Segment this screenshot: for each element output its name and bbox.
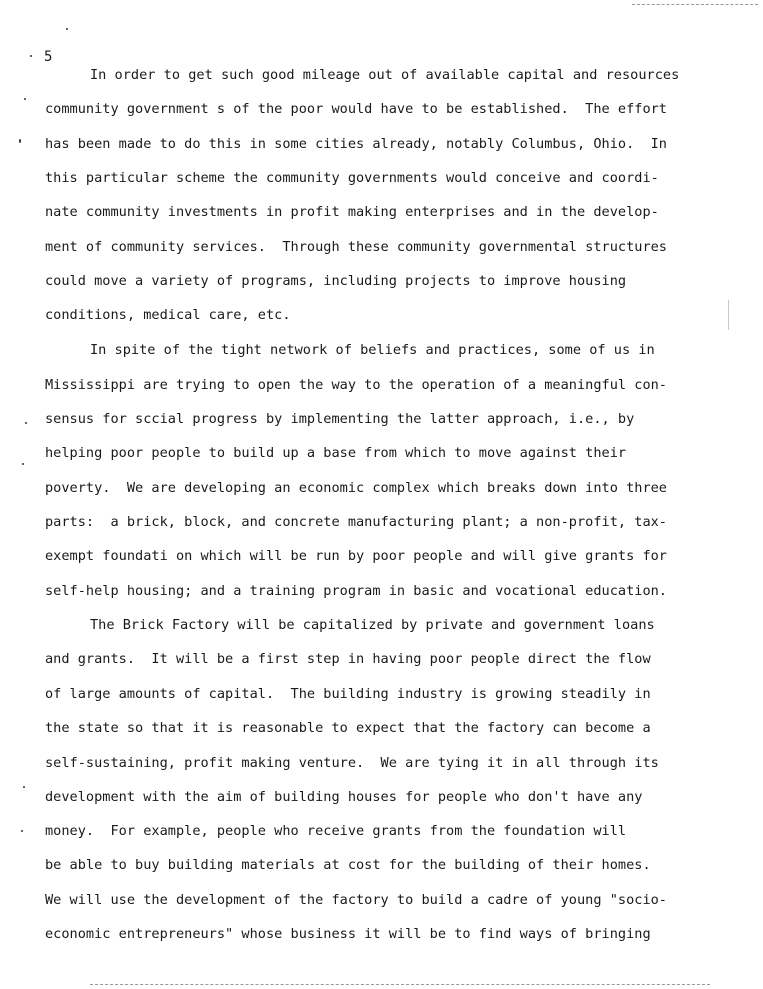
text-line: exempt foundati on which will be run by poor people and will give grants for <box>45 548 667 564</box>
text-line: this particular scheme the community governments would conceive and coordi- <box>45 170 659 186</box>
text-line: self-sustaining, profit making venture. We are tying it in all through its <box>45 755 659 771</box>
text-line: the state so that it is reasonable to expect that the factory can become a <box>45 720 651 736</box>
margin-speck <box>24 98 26 100</box>
margin-speck <box>21 830 23 832</box>
page-number: 5 <box>44 49 53 65</box>
text-line: In order to get such good mileage out of available capital and resources <box>90 67 680 83</box>
text-line: development with the aim of building houses for people who don't have any <box>45 789 643 805</box>
margin-speck <box>66 28 68 30</box>
text-line: helping poor people to build up a base from which to move against their <box>45 445 627 461</box>
text-line: economic entrepreneurs" whose business it will be to find ways of bringing <box>45 926 651 942</box>
margin-speck <box>25 422 27 424</box>
text-line: parts: a brick, block, and concrete manufacturing plant; a non-profit, tax- <box>45 514 667 530</box>
top-edge-artifact <box>632 4 758 6</box>
text-line: In spite of the tight network of beliefs and practices, some of us in <box>90 342 655 358</box>
margin-speck <box>23 786 25 788</box>
text-line: poverty. We are developing an economic complex which breaks down into three <box>45 480 667 496</box>
text-line: nate community investments in profit making enterprises and in the develop- <box>45 204 659 220</box>
text-line: self-help housing; and a training program in basic and vocational education. <box>45 583 667 599</box>
text-line: could move a variety of programs, including projects to improve housing <box>45 273 627 289</box>
text-line: Mississippi are trying to open the way to the operation of a meaningful con- <box>45 377 667 393</box>
text-line: money. For example, people who receive grants from the foundation will <box>45 823 627 839</box>
margin-speck <box>19 139 21 143</box>
right-margin-artifact <box>728 300 729 330</box>
text-line: conditions, medical care, etc. <box>45 307 291 323</box>
text-line: and grants. It will be a first step in having poor people direct the flow <box>45 651 651 667</box>
text-line: community government s of the poor would have to be established. The effort <box>45 101 667 117</box>
margin-speck <box>30 55 32 57</box>
text-line: of large amounts of capital. The building industry is growing steadily in <box>45 686 651 702</box>
text-line: be able to buy building materials at cost for the building of their homes. <box>45 857 651 873</box>
text-line: has been made to do this in some cities already, notably Columbus, Ohio. In <box>45 136 667 152</box>
text-line: The Brick Factory will be capitalized by private and government loans <box>90 617 655 633</box>
bottom-edge-artifact <box>90 984 710 986</box>
text-line: We will use the development of the factory to build a cadre of young "socio- <box>45 892 667 908</box>
text-line: sensus for sccial progress by implementing the latter approach, i.e., by <box>45 411 635 427</box>
text-line: ment of community services. Through these community governmental structures <box>45 239 667 255</box>
margin-speck <box>22 463 24 465</box>
